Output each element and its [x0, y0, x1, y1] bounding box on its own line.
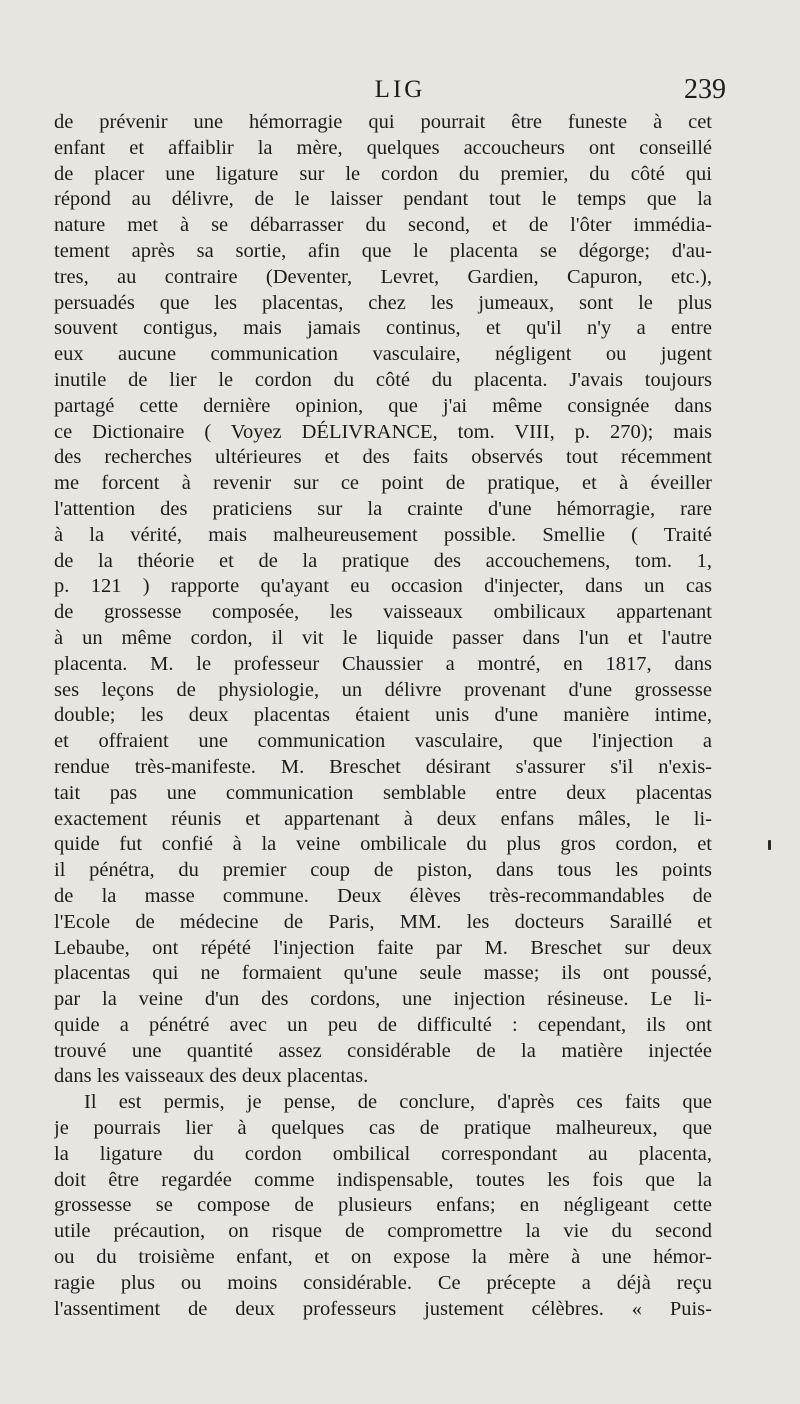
- text-line: à un même cordon, il vit le liquide passer dans l'un et l'autre: [54, 626, 712, 649]
- text-line: à la vérité, mais malheureusement possible. Smellie ( Traité: [54, 523, 712, 546]
- text-line: p. 121 ) rapporte qu'ayant eu occasion d'injecter, dans un cas: [54, 575, 712, 598]
- text-line: ragie plus ou moins considérable. Ce précepte a déjà reçu: [54, 1271, 712, 1294]
- text-line: je pourrais lier à quelques cas de pratique malheureux, que: [54, 1117, 712, 1140]
- body-text: [54, 110, 712, 1322]
- text-line: ou du troisième enfant, et on expose la mère à une hémor-: [54, 1246, 712, 1269]
- text-line: doit être regardée comme indispensable, toutes les fois que la: [54, 1168, 712, 1191]
- text-line: de grossesse composée, les vaisseaux ombilicaux appartenant: [54, 601, 712, 624]
- text-line: de la masse commune. Deux élèves très-recommandables de: [54, 884, 712, 907]
- text-line: enfant et affaiblir la mère, quelques accoucheurs ont conseillé: [54, 136, 712, 159]
- ink-mark: [768, 840, 771, 850]
- text-line: Lebaube, ont répété l'injection faite par M. Breschet sur deux: [54, 936, 712, 959]
- text-line: tement après sa sortie, afin que le placenta se dégorge; d'au-: [54, 239, 712, 262]
- text-line: placenta. M. le professeur Chaussier a montré, en 1817, dans: [54, 652, 712, 675]
- text-line: utile précaution, on risque de compromettre la vie du second: [54, 1220, 712, 1243]
- text-line: quide a pénétré avec un peu de difficulté : cependant, ils ont: [54, 1013, 712, 1036]
- text-line: l'attention des praticiens sur la crainte d'une hémorragie, rare: [54, 497, 712, 520]
- running-head: [0, 74, 800, 110]
- text-line: il pénétra, du premier coup de piston, dans tous les points: [54, 859, 712, 882]
- text-line: la ligature du cordon ombilical correspondant au placenta,: [54, 1142, 712, 1165]
- text-line: et offraient une communication vasculaire, que l'injection a: [54, 730, 712, 753]
- text-line: quide fut confié à la veine ombilicale du plus gros cordon, et: [54, 833, 712, 856]
- text-line: tres, au contraire (Deventer, Levret, Gardien, Capuron, etc.),: [54, 265, 712, 288]
- text-line: me forcent à revenir sur ce point de pratique, et à éveiller: [54, 472, 712, 495]
- text-line: exactement réunis et appartenant à deux enfans mâles, le li-: [54, 807, 712, 830]
- text-line: grossesse se compose de plusieurs enfans; en négligeant cette: [54, 1194, 712, 1217]
- text-line: double; les deux placentas étaient unis d'une manière intime,: [54, 704, 712, 727]
- text-line: des recherches ultérieures et des faits observés tout récemment: [54, 446, 712, 469]
- text-line: nature met à se débarrasser du second, et de l'ôter immédia-: [54, 214, 712, 237]
- text-line: eux aucune communication vasculaire, négligent ou jugent: [54, 343, 712, 366]
- text-line: par la veine d'un des cordons, une injection résineuse. Le li-: [54, 988, 712, 1011]
- text-line: de placer une ligature sur le cordon du premier, du côté qui: [54, 162, 712, 185]
- text-line: persuadés que les placentas, chez les jumeaux, sont le plus: [54, 291, 712, 314]
- text-line: répond au délivre, de le laisser pendant tout le temps que la: [54, 188, 712, 211]
- text-line: ses leçons de physiologie, un délivre provenant d'une grossesse: [54, 678, 712, 701]
- text-line: souvent contigus, mais jamais continus, et qu'il n'y a entre: [54, 317, 712, 340]
- text-line: inutile de lier le cordon du côté du placenta. J'avais toujours: [54, 368, 712, 391]
- text-line: rendue très-manifeste. M. Breschet désirant s'assurer s'il n'exis-: [54, 755, 712, 778]
- text-line: ce Dictionaire ( Voyez DÉLIVRANCE, tom. VIII, p. 270); mais: [54, 420, 712, 443]
- text-line: placentas qui ne formaient qu'une seule masse; ils ont poussé,: [54, 962, 712, 985]
- text-line: de prévenir une hémorragie qui pourrait être funeste à cet: [54, 111, 712, 133]
- page-number: 239: [684, 74, 726, 105]
- text-line: de la théorie et de la pratique des accouchemens, tom. 1,: [54, 549, 712, 572]
- text-line: trouvé une quantité assez considérable de la matière injectée: [54, 1039, 712, 1062]
- text-line: l'assentiment de deux professeurs justement célèbres. « Puis-: [54, 1297, 712, 1320]
- text-line: Il est permis, je pense, de conclure, d'après ces faits que: [84, 1091, 712, 1114]
- running-head-title: LIG: [374, 76, 426, 103]
- text-line: partagé cette dernière opinion, que j'ai même consignée dans: [54, 394, 712, 417]
- text-line: tait pas une communication semblable entre deux placentas: [54, 781, 712, 804]
- text-line: dans les vaisseaux des deux placentas.: [54, 1065, 369, 1088]
- text-line: l'Ecole de médecine de Paris, MM. les docteurs Saraillé et: [54, 910, 712, 933]
